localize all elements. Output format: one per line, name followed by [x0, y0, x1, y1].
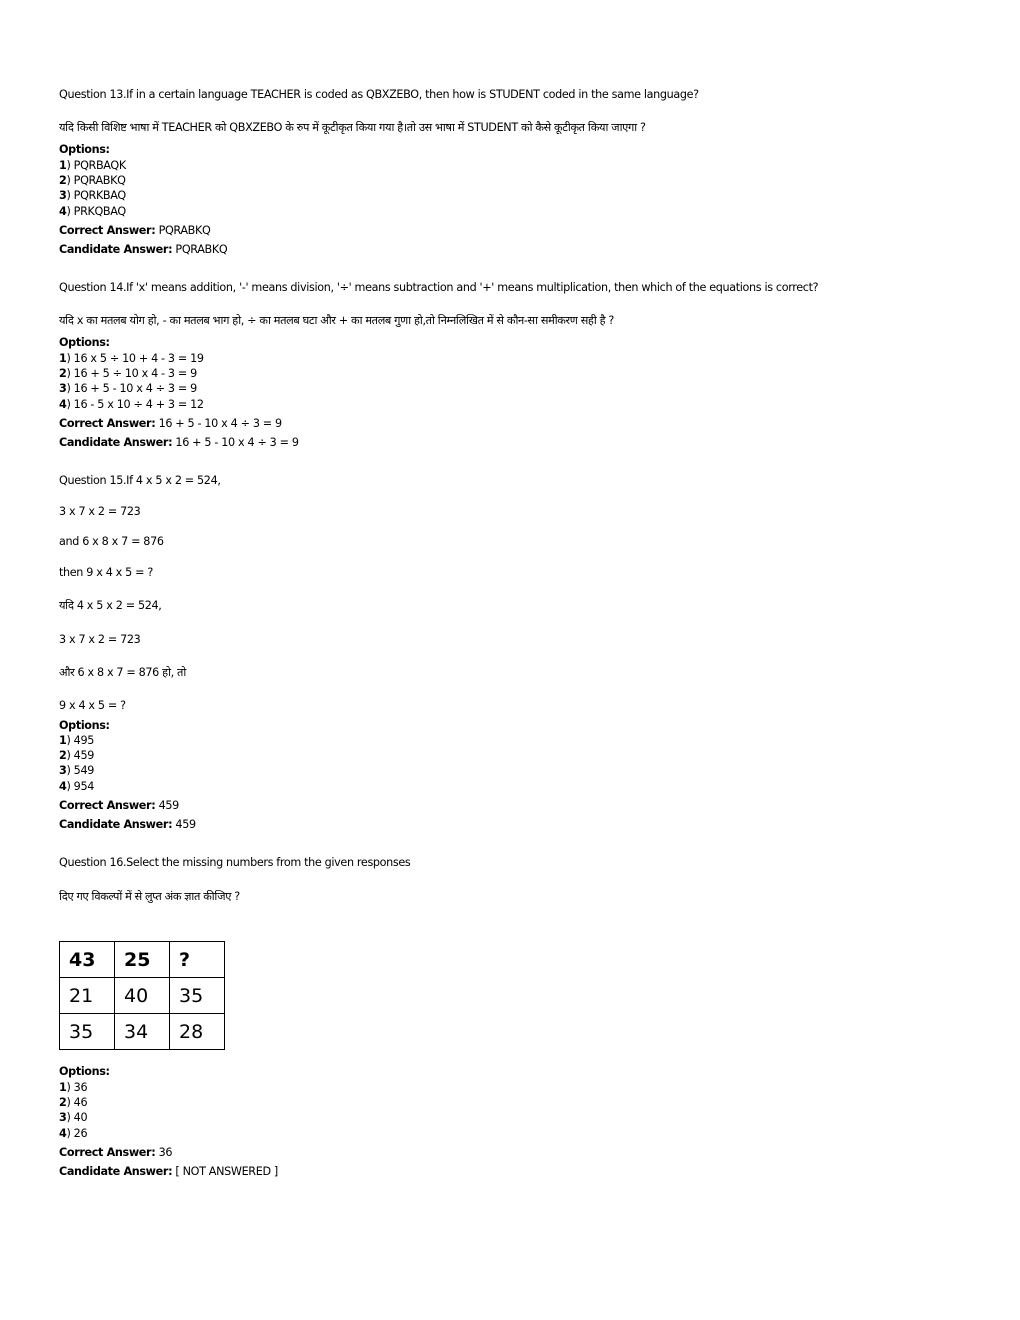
- number-grid: [59, 941, 225, 1050]
- question-16-text: Question 16.Select the missing numbers from the given responses: [59, 856, 411, 869]
- question-15-text: Question 15.If 4 x 5 x 2 = 524,: [59, 474, 221, 487]
- grid-cell: 35: [60, 1014, 115, 1050]
- option-2: 2) 16 + 5 ÷ 10 x 4 - 3 = 9: [59, 367, 197, 380]
- grid-cell: 40: [115, 978, 170, 1014]
- option-2: 2) 459: [59, 749, 94, 762]
- grid-cell: 25: [115, 942, 170, 978]
- option-4: 4) 954: [59, 780, 94, 793]
- question-14-text: Question 14.If 'x' means addition, '-' means division, '÷' means subtraction and '+' means multiplication, then which of the equations is correct?: [59, 281, 819, 294]
- question-15-line: 3 x 7 x 2 = 723: [59, 505, 141, 518]
- grid-cell: 34: [115, 1014, 170, 1050]
- option-4: 4) PRKQBAQ: [59, 205, 126, 218]
- question-15-hindi: 9 x 4 x 5 = ?: [59, 699, 126, 712]
- option-1: 1) 495: [59, 734, 94, 747]
- correct-answer: Correct Answer: 36: [59, 1146, 173, 1159]
- grid-row: [60, 978, 225, 1014]
- grid-cell: 43: [60, 942, 115, 978]
- question-16-hindi: दिए गए विकल्पों में से लुप्त अंक ज्ञात कीजिए ?: [59, 890, 240, 903]
- option-3: 3) PQRKBAQ: [59, 189, 126, 202]
- correct-answer: Correct Answer: 459: [59, 799, 179, 812]
- question-14-hindi: यदि x का मतलब योग हो, - का मतलब भाग हो, ÷ का मतलब घटा और + का मतलब गुणा हो,तो निम्नलिखित में से कौन-सा समीकरण सही है ?: [59, 314, 615, 327]
- option-3: 3) 549: [59, 764, 94, 777]
- grid-cell: ?: [170, 942, 225, 978]
- candidate-answer: Candidate Answer: [ NOT ANSWERED ]: [59, 1165, 278, 1178]
- grid-row: [60, 1014, 225, 1050]
- option-1: 1) 16 x 5 ÷ 10 + 4 - 3 = 19: [59, 352, 204, 365]
- option-1: 1) PQRBAQK: [59, 159, 126, 172]
- options-label: Options:: [59, 719, 110, 732]
- option-4: 4) 26: [59, 1127, 88, 1140]
- candidate-answer: Candidate Answer: PQRABKQ: [59, 243, 228, 256]
- question-15-hindi: और 6 x 8 x 7 = 876 हो, तो: [59, 666, 186, 679]
- candidate-answer: Candidate Answer: 16 + 5 - 10 x 4 ÷ 3 = 9: [59, 436, 299, 449]
- options-label: Options:: [59, 143, 110, 156]
- question-13-text: Question 13.If in a certain language TEACHER is coded as QBXZEBO, then how is STUDENT coded in the same language?: [59, 88, 699, 101]
- option-4: 4) 16 - 5 x 10 ÷ 4 + 3 = 12: [59, 398, 204, 411]
- correct-answer: Correct Answer: 16 + 5 - 10 x 4 ÷ 3 = 9: [59, 417, 282, 430]
- question-15-hindi: 3 x 7 x 2 = 723: [59, 633, 141, 646]
- options-label: Options:: [59, 1065, 110, 1078]
- option-2: 2) PQRABKQ: [59, 174, 126, 187]
- option-1: 1) 36: [59, 1081, 88, 1094]
- grid-cell: 28: [170, 1014, 225, 1050]
- correct-answer: Correct Answer: PQRABKQ: [59, 224, 211, 237]
- option-2: 2) 46: [59, 1096, 88, 1109]
- candidate-answer: Candidate Answer: 459: [59, 818, 196, 831]
- question-15-line: and 6 x 8 x 7 = 876: [59, 535, 164, 548]
- question-13-hindi: यदि किसी विशिष्ट भाषा में TEACHER को QBXZEBO के रुप में कूटीकृत किया गया है।तो उस भाषा में STUDENT को कैसे कूटीकृत किया जाएगा ?: [59, 121, 646, 134]
- grid-cell: 21: [60, 978, 115, 1014]
- question-15-line: then 9 x 4 x 5 = ?: [59, 566, 153, 579]
- option-3: 3) 16 + 5 - 10 x 4 ÷ 3 = 9: [59, 382, 197, 395]
- options-label: Options:: [59, 336, 110, 349]
- grid-cell: 35: [170, 978, 225, 1014]
- grid-row: [60, 942, 225, 978]
- question-15-hindi: यदि 4 x 5 x 2 = 524,: [59, 599, 162, 612]
- option-3: 3) 40: [59, 1111, 88, 1124]
